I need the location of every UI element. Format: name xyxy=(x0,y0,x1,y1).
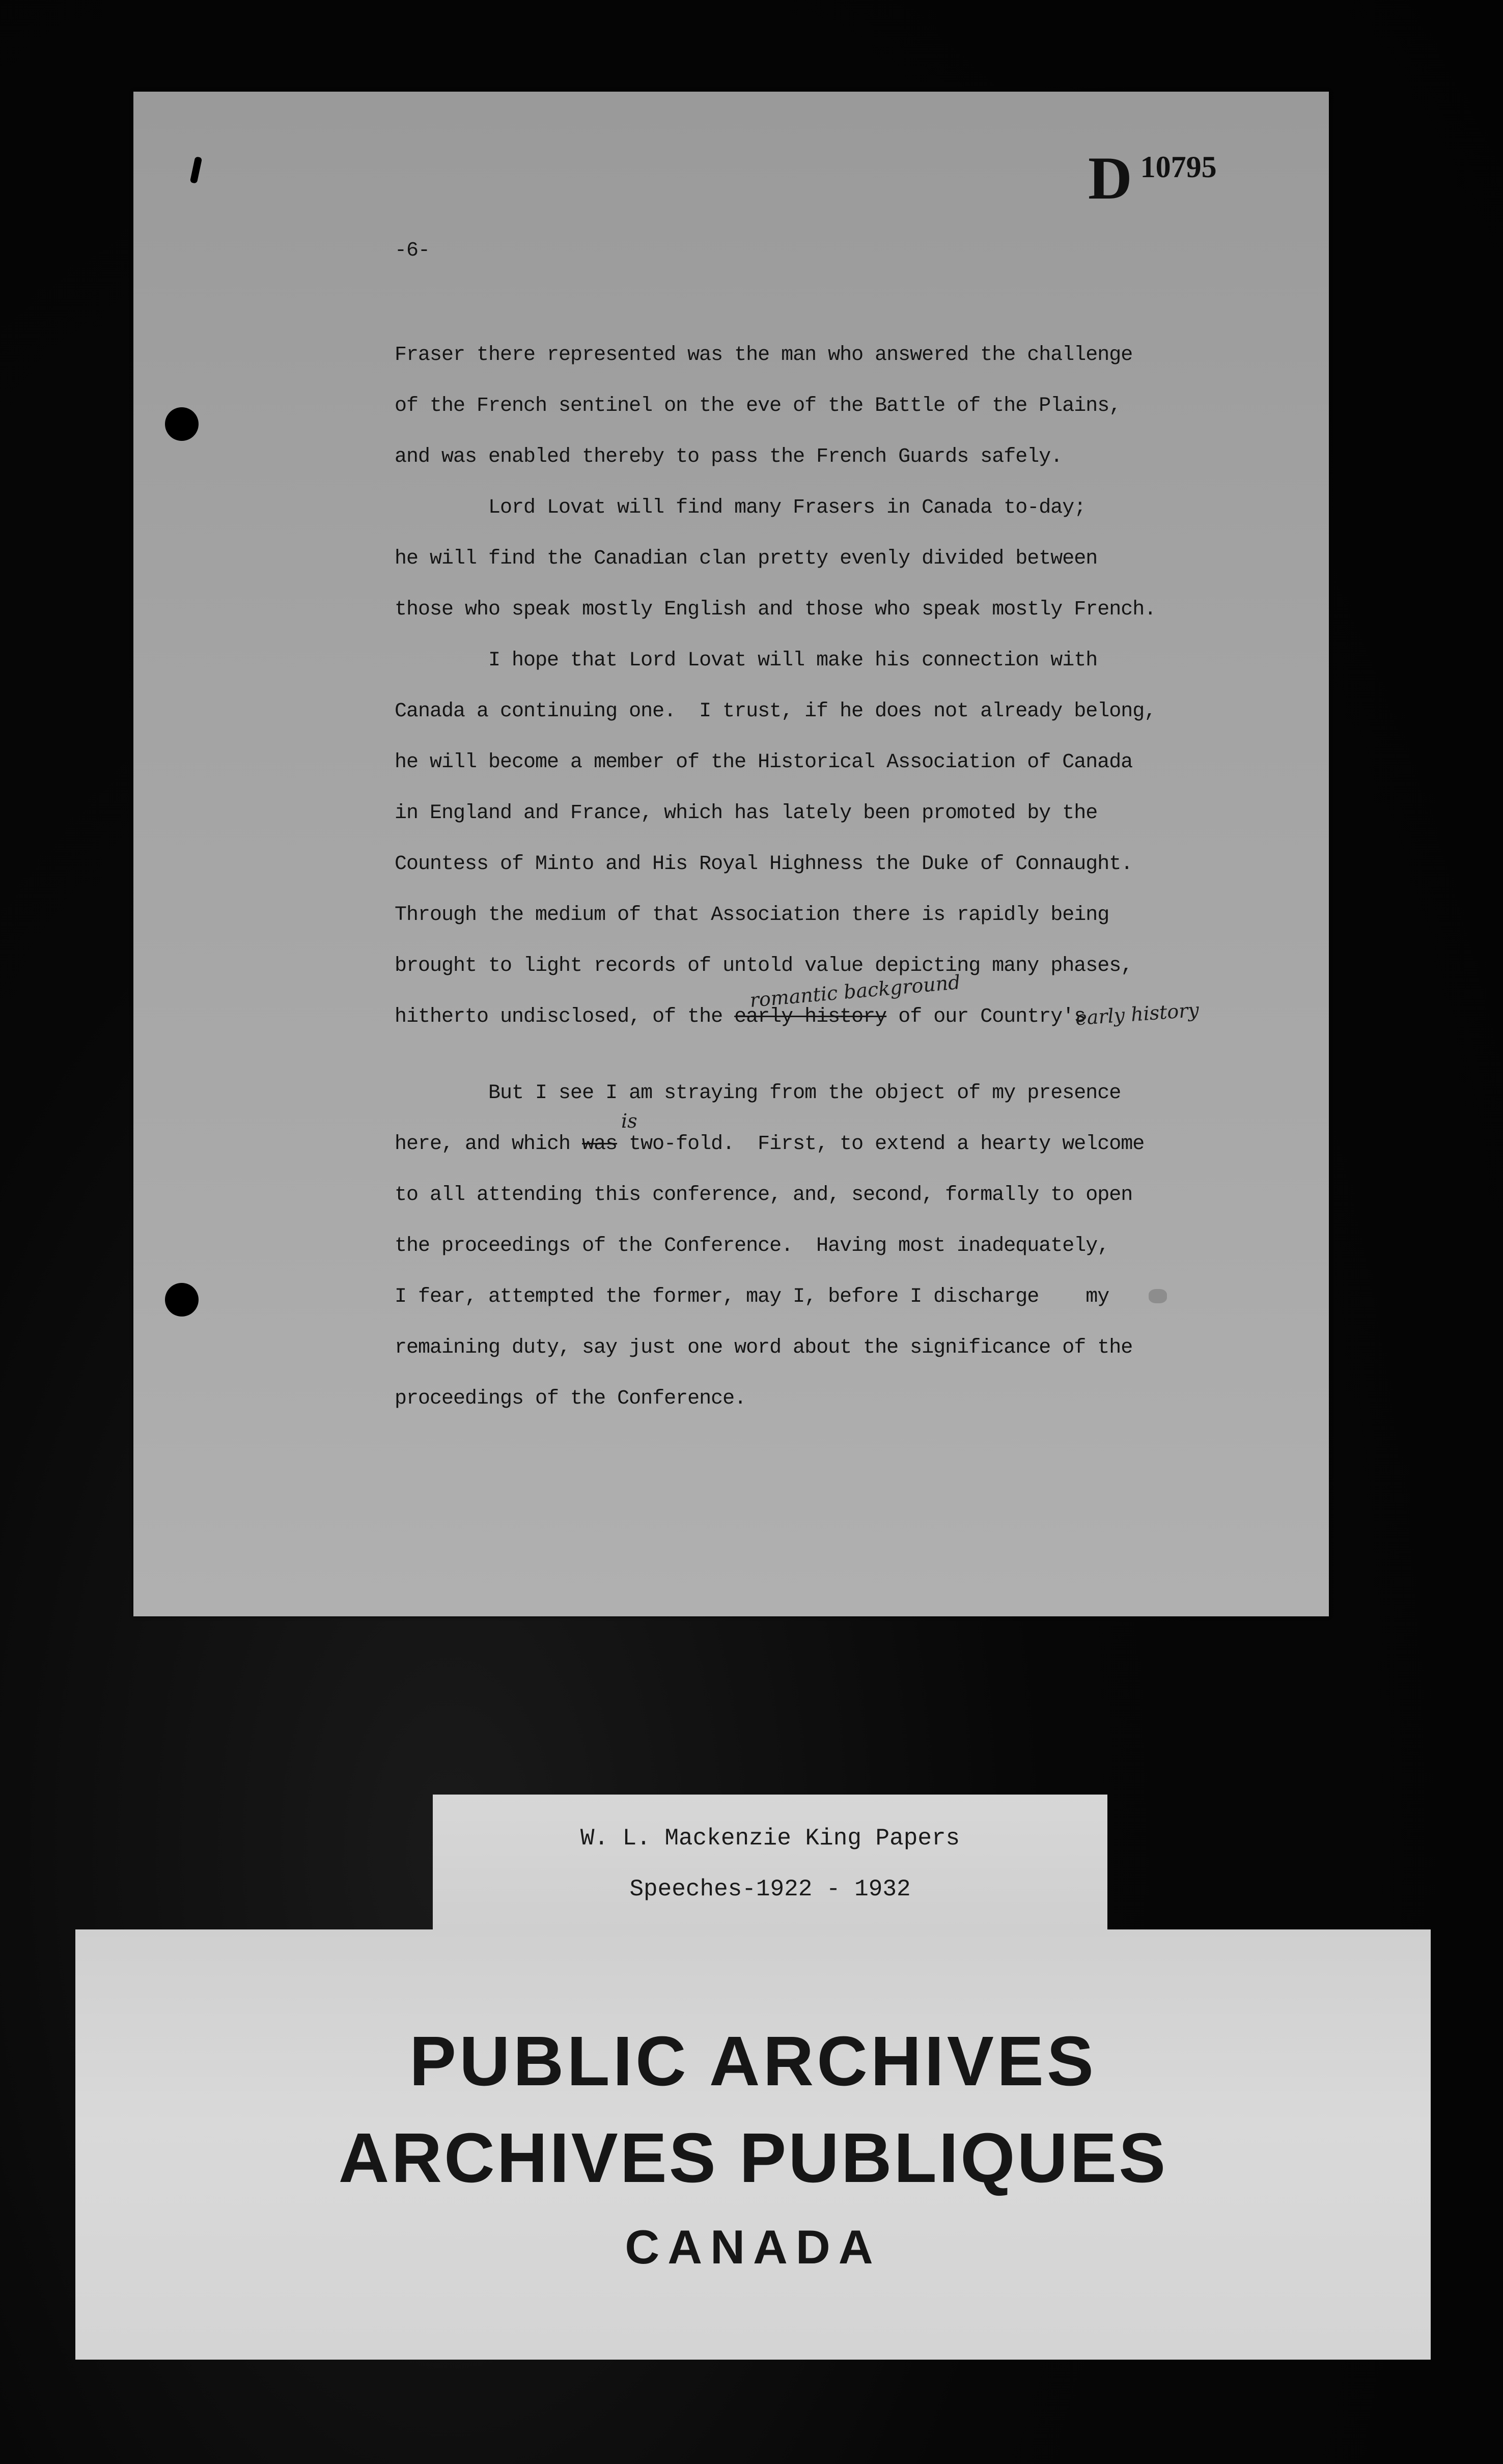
punch-hole-bottom xyxy=(165,1283,199,1317)
text-line: remaining duty, say just one word about the significance of the xyxy=(395,1336,1133,1359)
handwritten-insert: romantic background xyxy=(748,971,962,1012)
banner-title-english: PUBLIC ARCHIVES xyxy=(409,2022,1097,2101)
struck-text: early history xyxy=(734,1005,887,1028)
text-line: proceedings of the Conference. xyxy=(395,1387,746,1410)
collection-name: W. L. Mackenzie King Papers xyxy=(580,1825,960,1852)
text-fragment: of our Country's xyxy=(886,1005,1086,1028)
text-line: brought to light records of untold value depicting many phases, xyxy=(395,955,1133,977)
page-tear-mark xyxy=(190,156,203,184)
text-fragment: two-fold. First, to extend a hearty welcome xyxy=(617,1133,1145,1156)
text-line: Fraser there represented was the man who answered the challenge xyxy=(395,344,1133,367)
collection-series: Speeches-1922 - 1932 xyxy=(629,1876,911,1902)
text-fragment: hitherto undisclosed, of the xyxy=(395,1005,735,1028)
text-line: Lord Lovat will find many Frasers in Canada to-day; xyxy=(395,496,1086,519)
text-line: he will find the Canadian clan pretty evenly divided between xyxy=(395,547,1098,570)
text-line: I hope that Lord Lovat will make his connection with xyxy=(395,649,1098,672)
text-line: to all attending this conference, and, second, formally to open xyxy=(395,1184,1133,1207)
text-fragment: here, and which xyxy=(395,1133,582,1156)
struck-text: was xyxy=(582,1133,618,1156)
text-line: in England and France, which has lately been promoted by the xyxy=(395,802,1098,825)
stamp-letter: D xyxy=(1088,144,1132,212)
typed-page xyxy=(133,92,1329,1616)
handwritten-insert: is xyxy=(621,1110,637,1132)
text-line: Countess of Minto and His Royal Highness the Duke of Connaught. xyxy=(395,853,1133,876)
text-line: the proceedings of the Conference. Having most inadequately, xyxy=(395,1235,1109,1257)
punch-hole-top xyxy=(165,407,199,441)
document-id-stamp xyxy=(1088,144,1217,212)
erased-word-smudge xyxy=(1149,1289,1167,1303)
text-line: of the French sentinel on the eve of the Battle of the Plains, xyxy=(395,395,1121,417)
text-line: and was enabled thereby to pass the French Guards safely. xyxy=(395,445,1063,468)
text-line: those who speak mostly English and those who speak mostly French. xyxy=(395,598,1156,621)
text-line: Through the medium of that Association there is rapidly being xyxy=(395,904,1109,927)
stamp-number: 10795 xyxy=(1140,150,1217,184)
collection-label xyxy=(433,1795,1107,1929)
text-line: Canada a continuing one. I trust, if he does not already belong, xyxy=(395,700,1156,723)
text-line: he will become a member of the Historical Association of Canada xyxy=(395,751,1133,774)
archives-banner xyxy=(75,1929,1431,2360)
text-line: I fear, attempted the former, may I, before I discharge my xyxy=(395,1285,1109,1308)
text-line-edited xyxy=(395,1005,1086,1028)
banner-title-french: ARCHIVES PUBLIQUES xyxy=(338,2119,1168,2197)
text-line: But I see I am straying from the object of my presence xyxy=(395,1082,1121,1105)
text-line-edited xyxy=(395,1133,1144,1156)
banner-country: CANADA xyxy=(625,2220,881,2274)
handwritten-insert: early history xyxy=(1074,998,1200,1030)
page-number: -6- xyxy=(395,239,430,262)
